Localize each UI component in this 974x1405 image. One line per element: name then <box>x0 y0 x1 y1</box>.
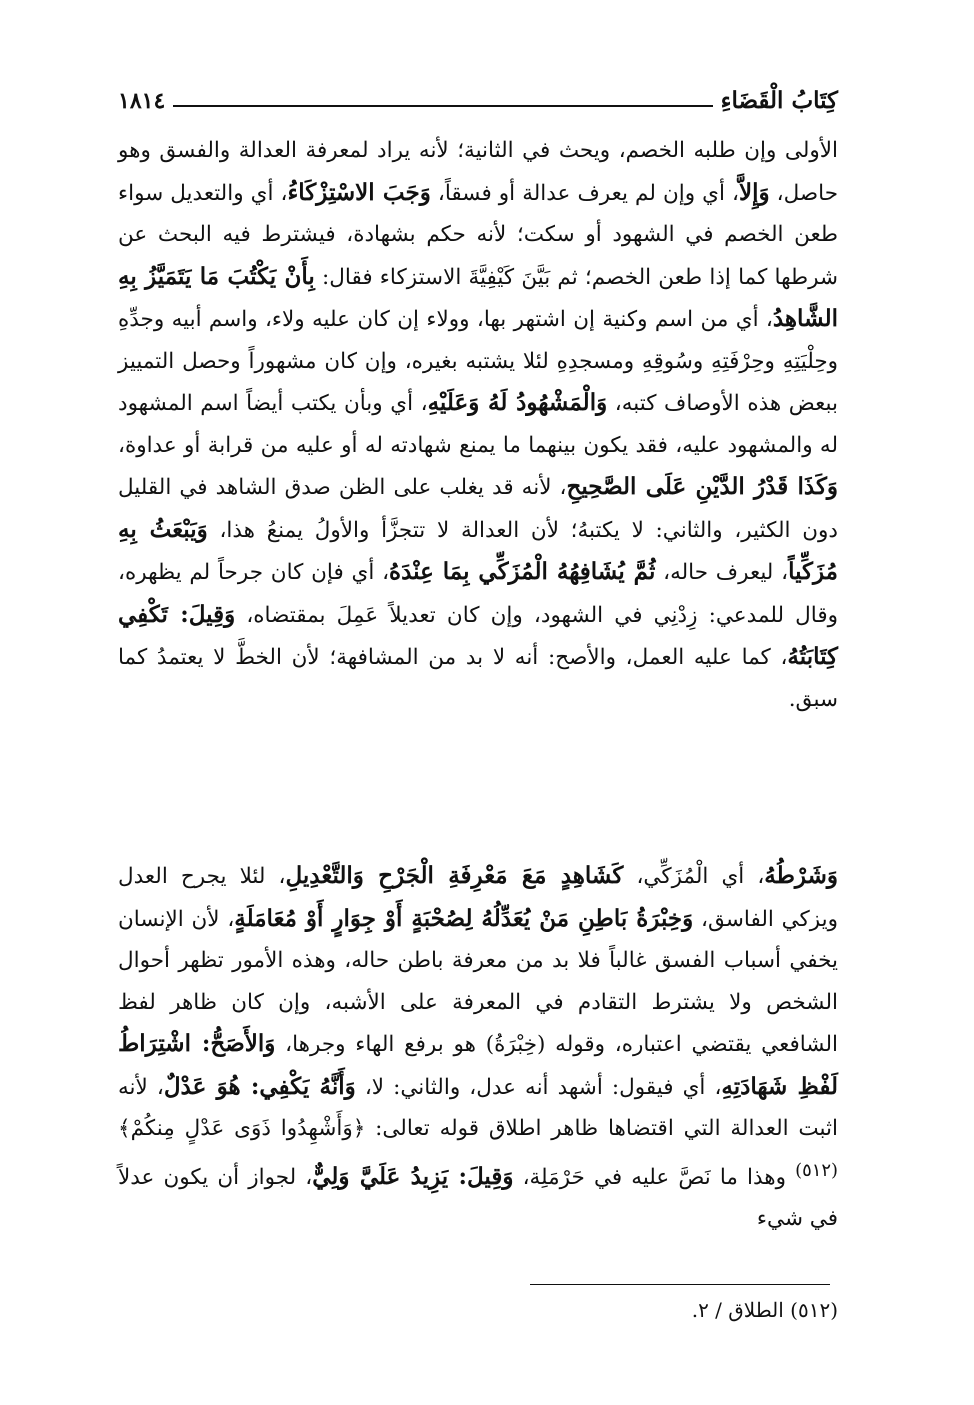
matn-text: كَشَاهِدٍ مَعَ مَعْرِفَةِ الْجَرْحِ وَالتَّعْدِيلِ <box>285 862 624 889</box>
footnote: (٥١٢) الطلاق / ٢. <box>691 1298 838 1322</box>
commentary-text: وهذا ما نَصَّ عليه في حَرْمَلِة، <box>513 1164 796 1190</box>
matn-text: وَقِيلَ: تَكْفِي كِتَابَتُهُ <box>118 600 838 670</box>
matn-text: ثُمَّ يُشَافِهُهُ الْمُزَكِّي بِمَا عِنْدَهُ <box>389 558 656 585</box>
running-header <box>118 78 838 112</box>
footnote-separator <box>530 1284 830 1285</box>
matn-text: بِأَنْ يَكْتُبَ مَا يَتَمَيَّزُ بِهِ الشَّاهِدُ <box>118 262 838 332</box>
commentary-text: ، ليعرف حاله، <box>655 560 789 585</box>
commentary-text: ، أي وبأن يكتب أيضاً اسم المشهود له والمشهود عليه، فقد يكون بينهما ما يمنع شهادته له أو عليه من قرابة أو عداوة، <box>118 391 838 458</box>
commentary-text: ، لأنه اثبت العدالة التي اقتضاها ظاهر اطلاق قوله تعالى: ﴿وَأَشْهِدُوا ذَوَى عَدْلٍ مِنكُمْ﴾ <box>118 1074 838 1141</box>
commentary-text: ، لئلا يجرح العدل ويزكي الفاسق، <box>118 864 839 932</box>
matn-text: وَالْمَشْهُودُ لَهُ وَعَلَيْهِ <box>427 389 608 416</box>
paragraph-1 <box>118 130 838 720</box>
page-number: ١٨١٤ <box>118 88 166 114</box>
matn-text: وَشَرْطُهُ <box>764 862 839 889</box>
matn-text: وَيَبْعَثُ بِهِ مُزَكِّياً <box>118 515 838 585</box>
matn-text: وَقِيلَ: يَزِيدُ عَلَيَّ وَلِيٌّ <box>312 1162 514 1190</box>
matn-text: وَجَبَ الاسْتِزْكَاءُ <box>287 178 431 206</box>
commentary-text: ، أي من اسم وكنية إن اشتهر بها، وولاء إن كان عليه ولاء، واسم أبيه وجدِّهِ وحِلْيَتِهِ وحِرْفَتِهِ وسُوقِهِ ومسجدِهِ لئلا يشتبه بغيره، وإن كان مشهوراً وحصل التمييز ببعض هذه الأوصاف كتبه، <box>118 307 838 416</box>
matn-text: وَأَنَّهُ يَكْفِي: هُوَ عَدْلٌ <box>163 1072 356 1100</box>
commentary-text: ، كما عليه العمل، والأصح: أنه لا بد من المشافهة؛ لأن الخطَّ لا يعتمدُ كما سبق. <box>118 645 838 712</box>
commentary-text: ، أي الْمُزَكِّي، <box>623 864 765 889</box>
footnote-reference[interactable]: (٥١٢) <box>795 1159 838 1181</box>
commentary-text: ، لأنه قد يغلب على الظن صدق الشاهد في القليل دون الكثير، والثاني: لا يكتبهُ؛ لأن العدالة لا تتجزَّأ والأولُ يمنعُ هذا، <box>118 475 838 543</box>
book-title: كِتَابُ الْقَضَاءِ <box>720 87 838 114</box>
commentary-text: ، لأن الإنسان يخفي أسباب الفسق غالباً فلا بد من معرفة باطن حاله، وهذه الأمور تظهر أحوال الشخص ولا يشترط التقادم في المعرفة على الأشبه، وإن كان ظاهر لفظ الشافعي يقتضي اعتباره، وقوله (خِبْرَةُ) هو برفع الهاء وجرها، <box>118 906 838 1057</box>
matn-text: وَالأَصَحُّ: اشْتِرَاطُ لَفْظِ شَهَادَتِهِ <box>118 1030 839 1100</box>
commentary-text: ، أي والتعديل سواء طعن الخصم في الشهود أو سكت؛ لأنه حكم بشهادة، فيشترط فيه البحث عن شرطها كما إذا طعن الخصم؛ ثم بَيَّنَ كَيْفِيَّةَ الاستزكاء فقال: <box>118 180 838 290</box>
commentary-text: ، أي فيقول: أشهد أنه عدل، والثاني: لا، <box>355 1074 722 1100</box>
matn-text: وَإِلاَّ <box>738 178 770 206</box>
commentary-text: الأولى وإن طلبه الخصم، ويحث في الثانية؛ لأنه يراد لمعرفة العدالة والفسق وهو حاصل، <box>118 138 838 206</box>
commentary-text: ، أي فإن كان جرحاً لم يظهره، وقال للمدعي: زِدْنِي في الشهود، وإن كان تعديلاً عَمِلَ بمقتضاه، <box>118 560 838 628</box>
commentary-text: ، لجواز أن يكون عدلاً في شيء <box>118 1164 838 1232</box>
header-rule <box>173 105 712 107</box>
commentary-text: ، أي وإن لم يعرف عدالة أو فسقاً، <box>430 180 739 206</box>
matn-text: وَخِبْرَةُ بَاطِنِ مَنْ يُعَدِّلُهُ لِصُحْبَةٍ أَوْ جِوَارٍ أَوْ مُعَامَلَةٍ <box>234 904 694 932</box>
paragraph-2 <box>118 855 838 1240</box>
matn-text: وَكَذَا قَدْرُ الدَّيْنِ عَلَى الصَّحِيحِ <box>566 473 838 500</box>
